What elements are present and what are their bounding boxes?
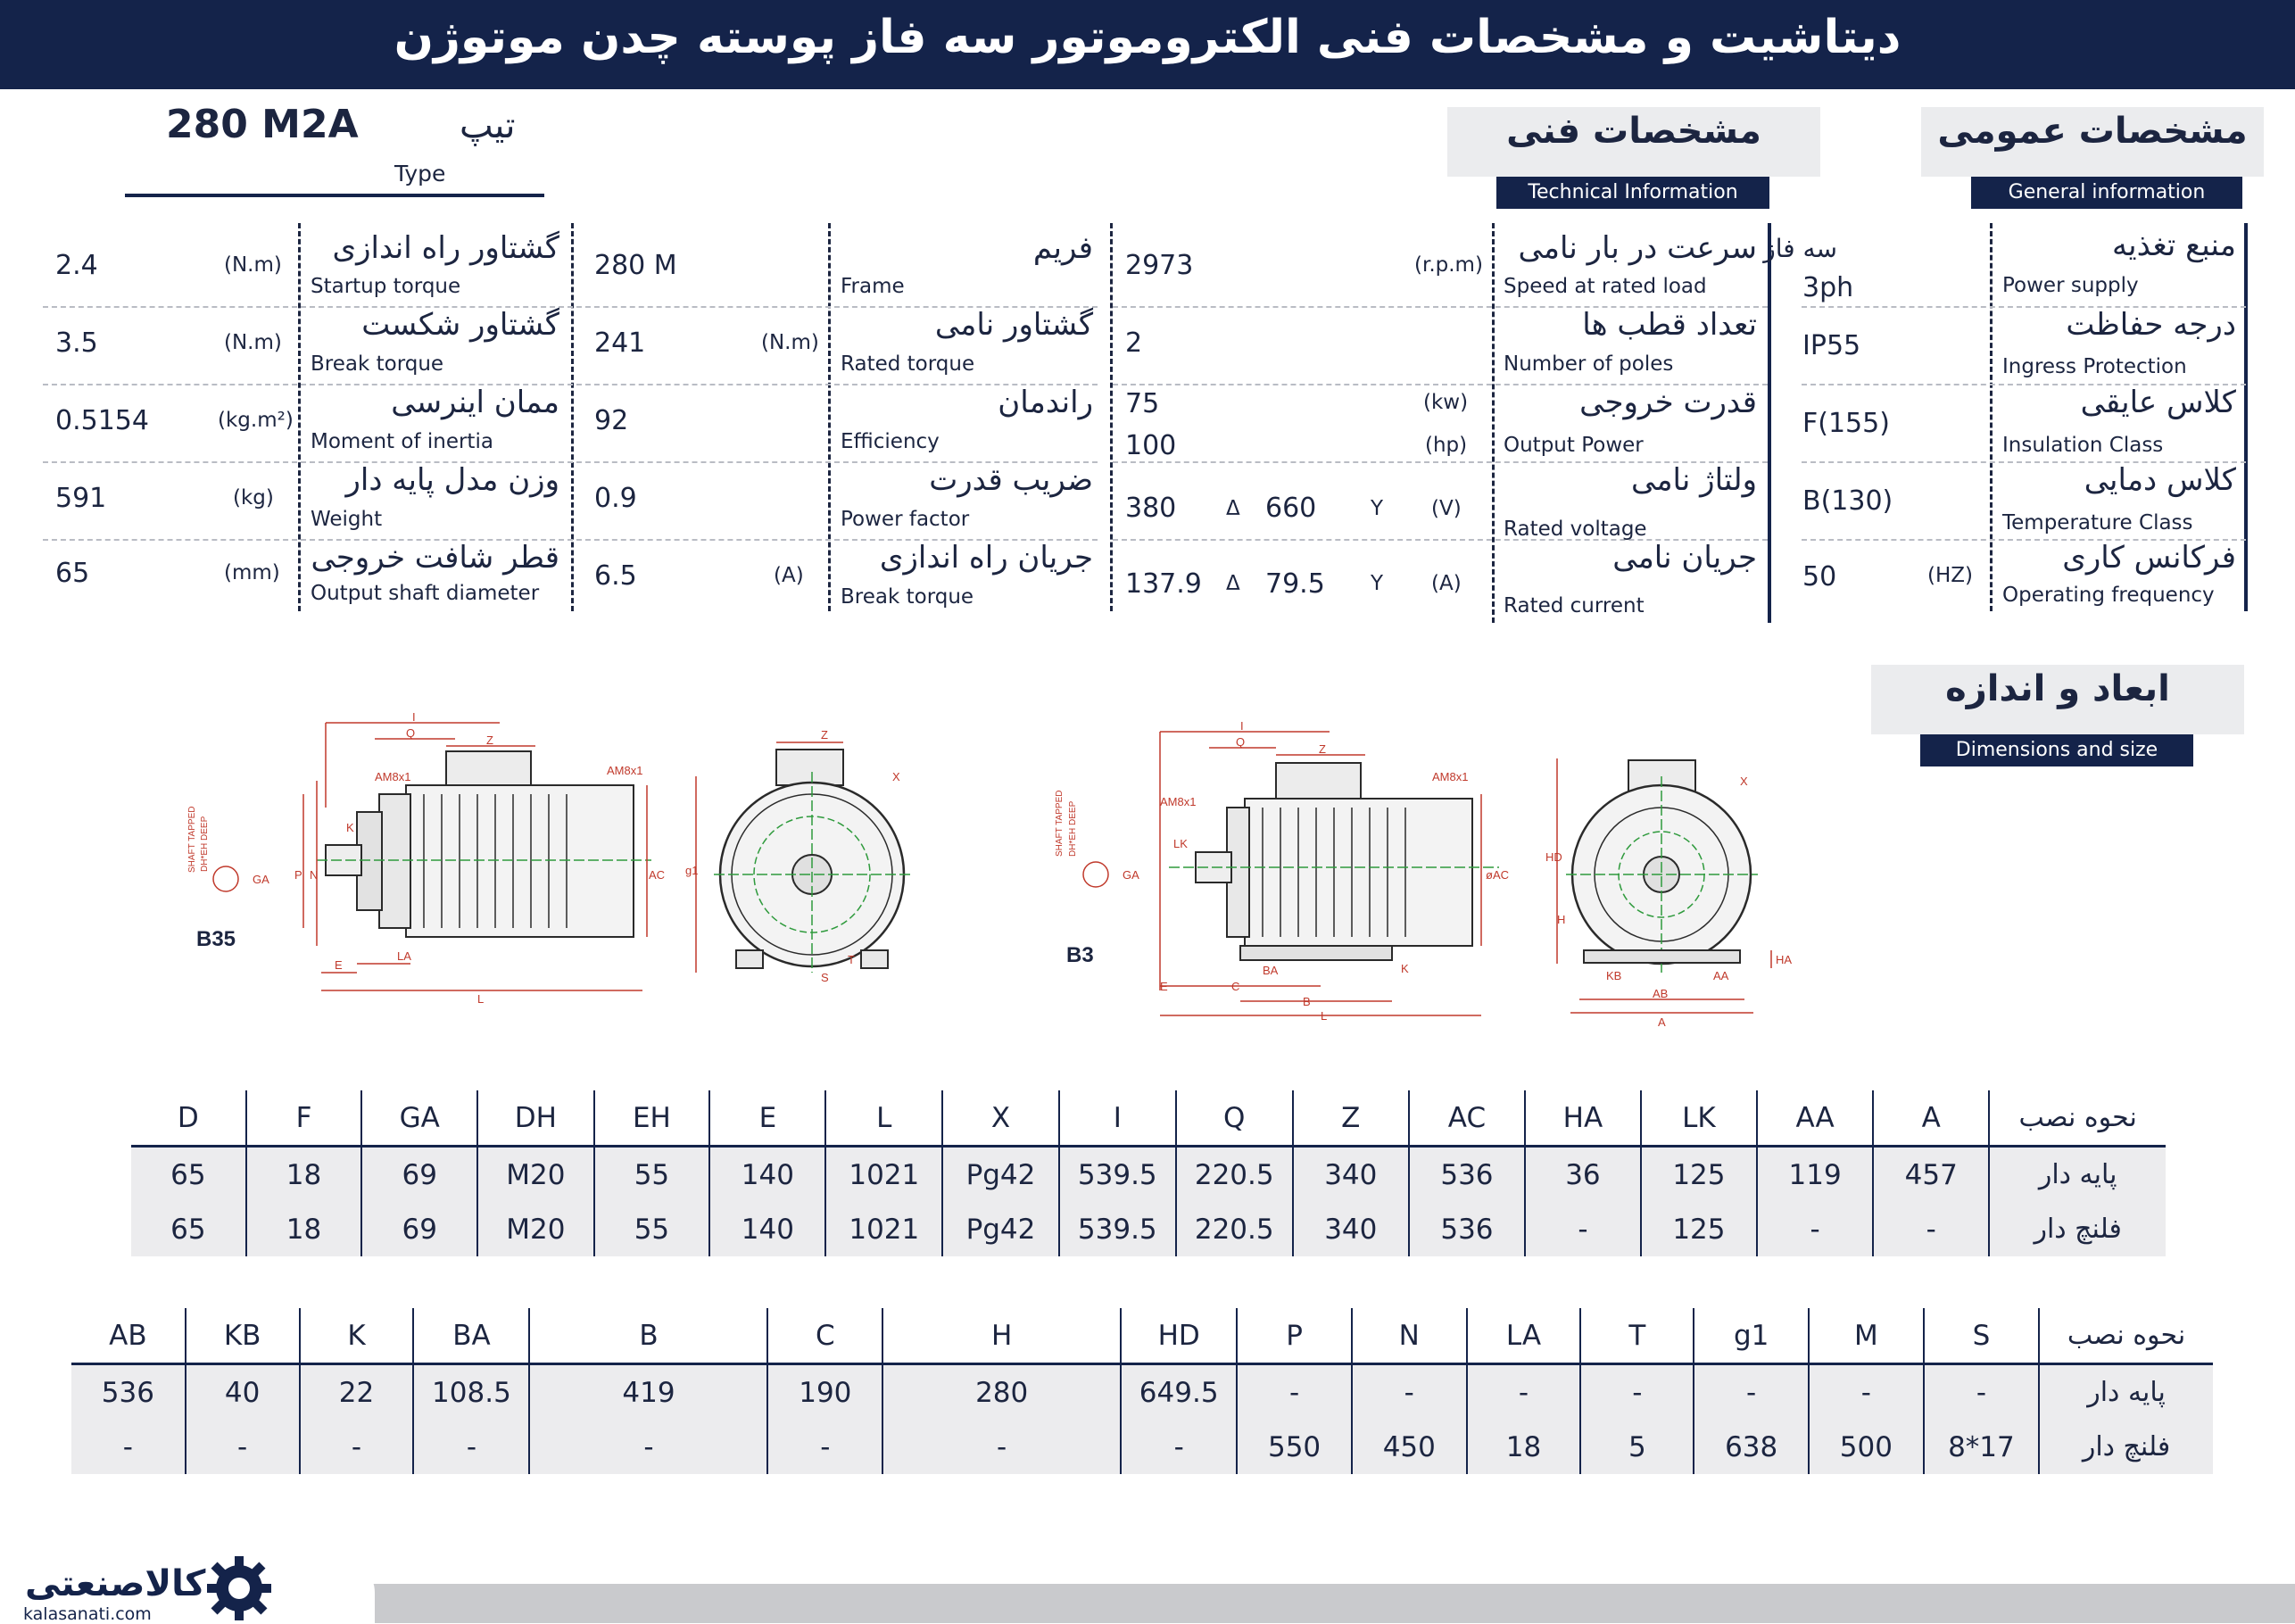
t2-r0-g1: - xyxy=(1694,1364,1809,1421)
efficiency-value: 92 xyxy=(594,405,629,436)
t2-h-8: P xyxy=(1237,1308,1352,1364)
svg-text:T: T xyxy=(848,953,855,966)
t2-r1-M: 500 xyxy=(1809,1420,1924,1474)
t1-r0-AA: 119 xyxy=(1757,1147,1873,1203)
t1-r0-GA: 69 xyxy=(361,1147,477,1203)
svg-text:Z: Z xyxy=(821,728,828,742)
t1-h-10: Z xyxy=(1293,1090,1409,1147)
t1-h-5: E xyxy=(709,1090,825,1147)
svg-text:X: X xyxy=(892,770,900,783)
shaft-diameter-label: قطر شافت خروجی xyxy=(311,540,559,576)
rated-voltage-label: ولتاژ نامی xyxy=(1631,462,1757,498)
t2-r0-LA: - xyxy=(1467,1364,1581,1421)
col4-divider xyxy=(571,223,574,611)
output-power-en: Output Power xyxy=(1504,434,1644,457)
logo-text[interactable]: کالاصنعتی xyxy=(25,1563,206,1604)
t1-r1-D: 65 xyxy=(131,1202,246,1256)
t2-h-7: HD xyxy=(1121,1308,1237,1364)
svg-text:LA: LA xyxy=(397,949,411,963)
motor-drawings xyxy=(0,696,2295,1035)
t2-h-install: نحوه نصب xyxy=(2039,1308,2213,1364)
table1-header-row xyxy=(131,1090,2166,1147)
t2-r1-LA: 18 xyxy=(1467,1420,1581,1474)
t2-r1-N: 450 xyxy=(1352,1420,1467,1474)
svg-text:AM8x1: AM8x1 xyxy=(1432,770,1469,783)
t1-r0-E: 140 xyxy=(709,1147,825,1203)
b3-caption: B3 xyxy=(1066,943,1094,967)
rated-current-unit: (A) xyxy=(1431,572,1462,595)
rated-torque-label: گشتاور نامی xyxy=(934,307,1093,343)
col3b-divider xyxy=(828,223,831,611)
operating-frequency-en: Operating frequency xyxy=(2002,584,2215,607)
svg-text:Z: Z xyxy=(486,733,493,747)
svg-text:AA: AA xyxy=(1713,969,1729,982)
t1-r0-I: 539.5 xyxy=(1059,1147,1176,1203)
t1-r1-E: 140 xyxy=(709,1202,825,1256)
type-underline xyxy=(125,194,544,197)
rated-torque-value: 241 xyxy=(594,327,646,359)
t2-h-0: AB xyxy=(71,1308,186,1364)
svg-text:A: A xyxy=(1658,1015,1666,1029)
t1-r1-Q: 220.5 xyxy=(1176,1202,1293,1256)
gear-logo-icon xyxy=(203,1553,275,1624)
t2-r0-H: 280 xyxy=(882,1364,1121,1421)
temperature-class-en: Temperature Class xyxy=(2002,511,2193,534)
insulation-class-value: F(155) xyxy=(1802,408,1890,439)
t1-r0-DH: M20 xyxy=(477,1147,593,1203)
efficiency-en: Efficiency xyxy=(841,430,940,453)
t1-r0-install: پایه دار xyxy=(1989,1147,2166,1203)
dimensions-table-1 xyxy=(131,1090,2166,1256)
rated-voltage-delta-value: 380 xyxy=(1125,493,1177,524)
svg-text:E: E xyxy=(1160,980,1168,993)
startup-torque-label: گشتاور راه اندازی xyxy=(332,230,559,266)
table2-header-row xyxy=(71,1308,2213,1364)
power-supply-value-fa: سه فاز xyxy=(1763,234,1837,263)
starting-current-en: Break torque xyxy=(841,585,974,609)
t2-r0-B: 419 xyxy=(529,1364,767,1421)
page-title: دیتاشیت و مشخصات فنی الکتروموتور سه فاز پوسته چدن موتوژن xyxy=(394,11,1901,64)
rated-torque-en: Rated torque xyxy=(841,352,975,376)
break-torque-en: Break torque xyxy=(311,352,444,376)
t2-r0-KB: 40 xyxy=(186,1364,300,1421)
t1-r1-LK: 125 xyxy=(1641,1202,1757,1256)
rated-current-delta-value: 137.9 xyxy=(1125,568,1202,600)
type-label-en: Type xyxy=(394,161,446,186)
moment-of-inertia-label: ممان اینرسی xyxy=(391,385,559,420)
t2-h-6: H xyxy=(882,1308,1121,1364)
technical-section-subtitle: Technical Information xyxy=(1496,177,1769,209)
frame-en: Frame xyxy=(841,275,905,298)
t2-r1-install: فلنچ دار xyxy=(2039,1420,2213,1474)
col2-divider xyxy=(1492,223,1495,623)
t2-r1-HD: - xyxy=(1121,1420,1237,1474)
svg-text:L: L xyxy=(477,992,485,1006)
t1-r1-L: 1021 xyxy=(825,1202,942,1256)
dimensions-section-title: ابعاد و اندازه xyxy=(1945,668,2170,709)
t1-h-8: I xyxy=(1059,1090,1176,1147)
power-factor-label: ضریب قدرت xyxy=(929,462,1093,498)
shaft-diameter-value: 65 xyxy=(55,558,90,589)
ingress-protection-value: IP55 xyxy=(1802,330,1861,361)
svg-text:GA: GA xyxy=(1123,868,1139,882)
technical-section-title: مشخصات فنی xyxy=(1506,111,1761,152)
rated-speed-value: 2973 xyxy=(1125,250,1194,281)
svg-text:GA: GA xyxy=(253,873,269,886)
t2-r0-T: - xyxy=(1580,1364,1694,1421)
b35-end-view xyxy=(685,728,910,984)
t1-r0-Q: 220.5 xyxy=(1176,1147,1293,1203)
svg-text:H: H xyxy=(1557,913,1566,926)
rated-current-label: جریان نامی xyxy=(1612,540,1757,576)
t1-r0-L: 1021 xyxy=(825,1147,942,1203)
number-of-poles-en: Number of poles xyxy=(1504,352,1674,376)
svg-text:øAC: øAC xyxy=(1486,868,1509,882)
t1-h-12: HA xyxy=(1525,1090,1641,1147)
t2-h-13: M xyxy=(1809,1308,1924,1364)
t1-r0-X: Pg42 xyxy=(942,1147,1059,1203)
t2-r1-g1: 638 xyxy=(1694,1420,1809,1474)
rated-current-delta-symbol: Δ xyxy=(1226,572,1240,595)
starting-current-label: جریان راه اندازی xyxy=(879,540,1093,576)
t1-r0-AC: 536 xyxy=(1409,1147,1525,1203)
svg-text:K: K xyxy=(346,821,354,834)
operating-frequency-label: فرکانس کاری xyxy=(2062,540,2236,576)
svg-text:KB: KB xyxy=(1606,969,1622,982)
table1-row-flange xyxy=(131,1202,2166,1256)
row-divider-10 xyxy=(43,384,1098,385)
number-of-poles-value: 2 xyxy=(1125,327,1143,359)
startup-torque-unit: (N.m) xyxy=(224,253,282,277)
operating-frequency-unit: (HZ) xyxy=(1927,564,1973,587)
table2-row-foot xyxy=(71,1364,2213,1421)
t2-r1-S: 8*17 xyxy=(1924,1420,2039,1474)
operating-frequency-value: 50 xyxy=(1802,561,1837,592)
t2-r0-P: - xyxy=(1237,1364,1352,1421)
t1-r0-Z: 340 xyxy=(1293,1147,1409,1203)
moment-of-inertia-en: Moment of inertia xyxy=(311,430,493,453)
startup-torque-en: Startup torque xyxy=(311,275,461,298)
t2-r0-S: - xyxy=(1924,1364,2039,1421)
col3-divider xyxy=(1110,223,1113,611)
svg-text:AM8x1: AM8x1 xyxy=(375,770,411,783)
insulation-class-en: Insulation Class xyxy=(2002,434,2164,457)
general-section-subtitle: General information xyxy=(1971,177,2242,209)
svg-text:g1: g1 xyxy=(685,864,699,877)
t1-h-11: AC xyxy=(1409,1090,1525,1147)
break-torque-label: گشتاور شکست xyxy=(361,307,559,343)
t1-r0-F: 18 xyxy=(246,1147,362,1203)
svg-text:LK: LK xyxy=(1173,837,1188,850)
t1-h-4: EH xyxy=(594,1090,710,1147)
svg-text:L: L xyxy=(1321,1009,1328,1023)
rated-speed-label: سرعت در بار نامی xyxy=(1518,230,1757,266)
output-power-kw-value: 75 xyxy=(1125,388,1160,419)
t1-h-6: L xyxy=(825,1090,942,1147)
t2-r0-BA: 108.5 xyxy=(413,1364,529,1421)
svg-text:HA: HA xyxy=(1776,953,1793,966)
col4b-divider xyxy=(298,223,301,611)
svg-text:Q: Q xyxy=(1236,735,1246,749)
t1-h-1: F xyxy=(246,1090,362,1147)
rated-torque-unit: (N.m) xyxy=(761,331,819,354)
svg-text:SHAFT TAPPED: SHAFT TAPPED xyxy=(187,806,197,873)
power-supply-label: منبع تغذیه xyxy=(2111,228,2236,263)
startup-torque-value: 2.4 xyxy=(55,250,98,281)
b35-caption: B35 xyxy=(196,927,236,951)
rated-voltage-y-value: 660 xyxy=(1265,493,1317,524)
type-value: 280 M2A xyxy=(166,102,359,147)
rated-voltage-unit: (V) xyxy=(1431,497,1462,520)
t2-r0-N: - xyxy=(1352,1364,1467,1421)
svg-text:C: C xyxy=(1231,980,1240,993)
svg-text:K: K xyxy=(1401,962,1409,975)
ingress-protection-label: درجه حفاظت xyxy=(2066,307,2236,343)
t2-r0-AB: 536 xyxy=(71,1364,186,1421)
t2-r1-H: - xyxy=(882,1420,1121,1474)
rated-voltage-en: Rated voltage xyxy=(1504,518,1647,541)
svg-text:S: S xyxy=(821,971,829,984)
t2-h-9: N xyxy=(1352,1308,1467,1364)
t2-r1-K: - xyxy=(300,1420,414,1474)
col1-divider xyxy=(1990,223,1993,611)
t2-r1-C: - xyxy=(767,1420,882,1474)
t2-r0-M: - xyxy=(1809,1364,1924,1421)
t1-h-14: AA xyxy=(1757,1090,1873,1147)
t1-r1-X: Pg42 xyxy=(942,1202,1059,1256)
svg-text:B: B xyxy=(1303,995,1311,1008)
svg-text:AC: AC xyxy=(649,868,666,882)
t2-h-12: g1 xyxy=(1694,1308,1809,1364)
t2-h-2: K xyxy=(300,1308,414,1364)
shaft-diameter-unit: (mm) xyxy=(224,561,280,584)
t1-r1-AA: - xyxy=(1757,1202,1873,1256)
shaft-diameter-en: Output shaft diameter xyxy=(311,582,540,605)
output-power-label: قدرت خروجی xyxy=(1579,385,1757,420)
t1-r0-LK: 125 xyxy=(1641,1147,1757,1203)
table2-row-flange xyxy=(71,1420,2213,1474)
svg-text:Q: Q xyxy=(406,726,416,740)
general-section-title: مشخصات عمومی xyxy=(1937,111,2248,152)
t1-r1-DH: M20 xyxy=(477,1202,593,1256)
weight-value: 591 xyxy=(55,483,107,514)
b35-side-view xyxy=(187,710,665,1006)
t1-r1-F: 18 xyxy=(246,1202,362,1256)
t1-r1-I: 539.5 xyxy=(1059,1202,1176,1256)
rated-voltage-delta-symbol: Δ xyxy=(1226,497,1240,520)
t1-r1-A: - xyxy=(1873,1202,1989,1256)
svg-text:Z: Z xyxy=(1319,742,1326,756)
weight-unit: (kg) xyxy=(233,486,274,510)
t1-r1-install: فلنچ دار xyxy=(1989,1202,2166,1256)
svg-text:I: I xyxy=(412,710,416,724)
rated-current-en: Rated current xyxy=(1504,594,1645,617)
t1-r0-D: 65 xyxy=(131,1147,246,1203)
svg-text:N: N xyxy=(310,868,319,882)
t1-h-install: نحوه نصب xyxy=(1989,1090,2166,1147)
weight-en: Weight xyxy=(311,508,383,531)
temperature-class-label: کلاس دمایی xyxy=(2084,462,2236,498)
t2-h-14: S xyxy=(1924,1308,2039,1364)
b3-end-view xyxy=(1545,758,1792,1029)
output-power-hp-unit: (hp) xyxy=(1425,434,1468,457)
frame-value: 280 M xyxy=(594,250,677,281)
rated-current-y-symbol: Y xyxy=(1371,572,1384,595)
t1-h-0: D xyxy=(131,1090,246,1147)
t2-r1-AB: - xyxy=(71,1420,186,1474)
t2-h-3: BA xyxy=(413,1308,529,1364)
dimensions-table-2 xyxy=(71,1308,2213,1474)
t1-r0-EH: 55 xyxy=(594,1147,710,1203)
moment-of-inertia-unit: (kg.m²) xyxy=(218,409,294,432)
t1-r1-EH: 55 xyxy=(594,1202,710,1256)
t2-r1-P: 550 xyxy=(1237,1420,1352,1474)
svg-text:SHAFT TAPPED: SHAFT TAPPED xyxy=(1055,790,1065,857)
t2-r0-C: 190 xyxy=(767,1364,882,1421)
t1-r0-HA: 36 xyxy=(1525,1147,1641,1203)
t2-r0-K: 22 xyxy=(300,1364,414,1421)
insulation-class-label: کلاس عایقی xyxy=(2080,385,2236,420)
svg-text:X: X xyxy=(1740,775,1748,788)
t1-r0-A: 457 xyxy=(1873,1147,1989,1203)
t1-r1-Z: 340 xyxy=(1293,1202,1409,1256)
t1-h-15: A xyxy=(1873,1090,1989,1147)
output-power-kw-unit: (kw) xyxy=(1423,391,1469,414)
t1-r1-AC: 536 xyxy=(1409,1202,1525,1256)
weight-label: وزن مدل پایه دار xyxy=(345,462,559,498)
column-border-right xyxy=(2244,223,2248,611)
power-supply-en: Power supply xyxy=(2002,274,2139,297)
t1-r1-HA: - xyxy=(1525,1202,1641,1256)
column-border-mid xyxy=(1768,223,1771,623)
svg-text:E: E xyxy=(335,958,343,972)
t1-r1-GA: 69 xyxy=(361,1202,477,1256)
svg-text:DH*EH DEEP: DH*EH DEEP xyxy=(1068,800,1078,857)
svg-text:DH*EH DEEP: DH*EH DEEP xyxy=(200,816,210,872)
type-label-fa: تیپ xyxy=(460,105,516,146)
efficiency-label: راندمان xyxy=(998,385,1093,420)
t2-r0-install: پایه دار xyxy=(2039,1364,2213,1421)
t2-h-5: C xyxy=(767,1308,882,1364)
rated-current-y-value: 79.5 xyxy=(1265,568,1325,600)
break-torque-value: 3.5 xyxy=(55,327,98,359)
logo-domain[interactable]: kalasanati.com xyxy=(23,1604,152,1624)
break-torque-unit: (N.m) xyxy=(224,331,282,354)
moment-of-inertia-value: 0.5154 xyxy=(55,405,149,436)
t2-r1-BA: - xyxy=(413,1420,529,1474)
temperature-class-value: B(130) xyxy=(1802,485,1893,517)
svg-text:HD: HD xyxy=(1545,850,1562,864)
t1-h-3: DH xyxy=(477,1090,593,1147)
dimensions-section-subtitle: Dimensions and size xyxy=(1920,734,2193,766)
frame-label: فریم xyxy=(1032,230,1093,266)
svg-text:BA: BA xyxy=(1263,964,1279,977)
power-factor-en: Power factor xyxy=(841,508,970,531)
t1-h-7: X xyxy=(942,1090,1059,1147)
t2-r1-T: 5 xyxy=(1580,1420,1694,1474)
svg-text:AM8x1: AM8x1 xyxy=(1160,795,1197,808)
t2-h-10: LA xyxy=(1467,1308,1581,1364)
table1-row-foot xyxy=(131,1147,2166,1203)
t2-h-4: B xyxy=(529,1308,767,1364)
starting-current-value: 6.5 xyxy=(594,560,637,592)
number-of-poles-label: تعداد قطب ها xyxy=(1582,307,1757,343)
svg-text:I: I xyxy=(1240,719,1244,733)
rated-speed-unit: (r.p.m) xyxy=(1414,253,1483,277)
t1-h-2: GA xyxy=(361,1090,477,1147)
starting-current-unit: (A) xyxy=(774,564,804,587)
rated-voltage-y-symbol: Y xyxy=(1371,497,1384,520)
t2-r1-B: - xyxy=(529,1420,767,1474)
svg-text:AB: AB xyxy=(1653,987,1669,1000)
t2-r1-KB: - xyxy=(186,1420,300,1474)
t1-h-13: LK xyxy=(1641,1090,1757,1147)
svg-text:P: P xyxy=(294,868,302,882)
t2-h-11: T xyxy=(1580,1308,1694,1364)
t2-r0-HD: 649.5 xyxy=(1121,1364,1237,1421)
t2-h-1: KB xyxy=(186,1308,300,1364)
b3-side-view xyxy=(1055,719,1509,1023)
power-factor-value: 0.9 xyxy=(594,483,637,514)
svg-text:AM8x1: AM8x1 xyxy=(607,764,643,777)
output-power-hp-value: 100 xyxy=(1125,430,1177,461)
power-supply-value: 3ph xyxy=(1802,272,1854,303)
t1-h-9: Q xyxy=(1176,1090,1293,1147)
rated-speed-en: Speed at rated load xyxy=(1504,275,1707,298)
ingress-protection-en: Ingress Protection xyxy=(2002,355,2187,378)
